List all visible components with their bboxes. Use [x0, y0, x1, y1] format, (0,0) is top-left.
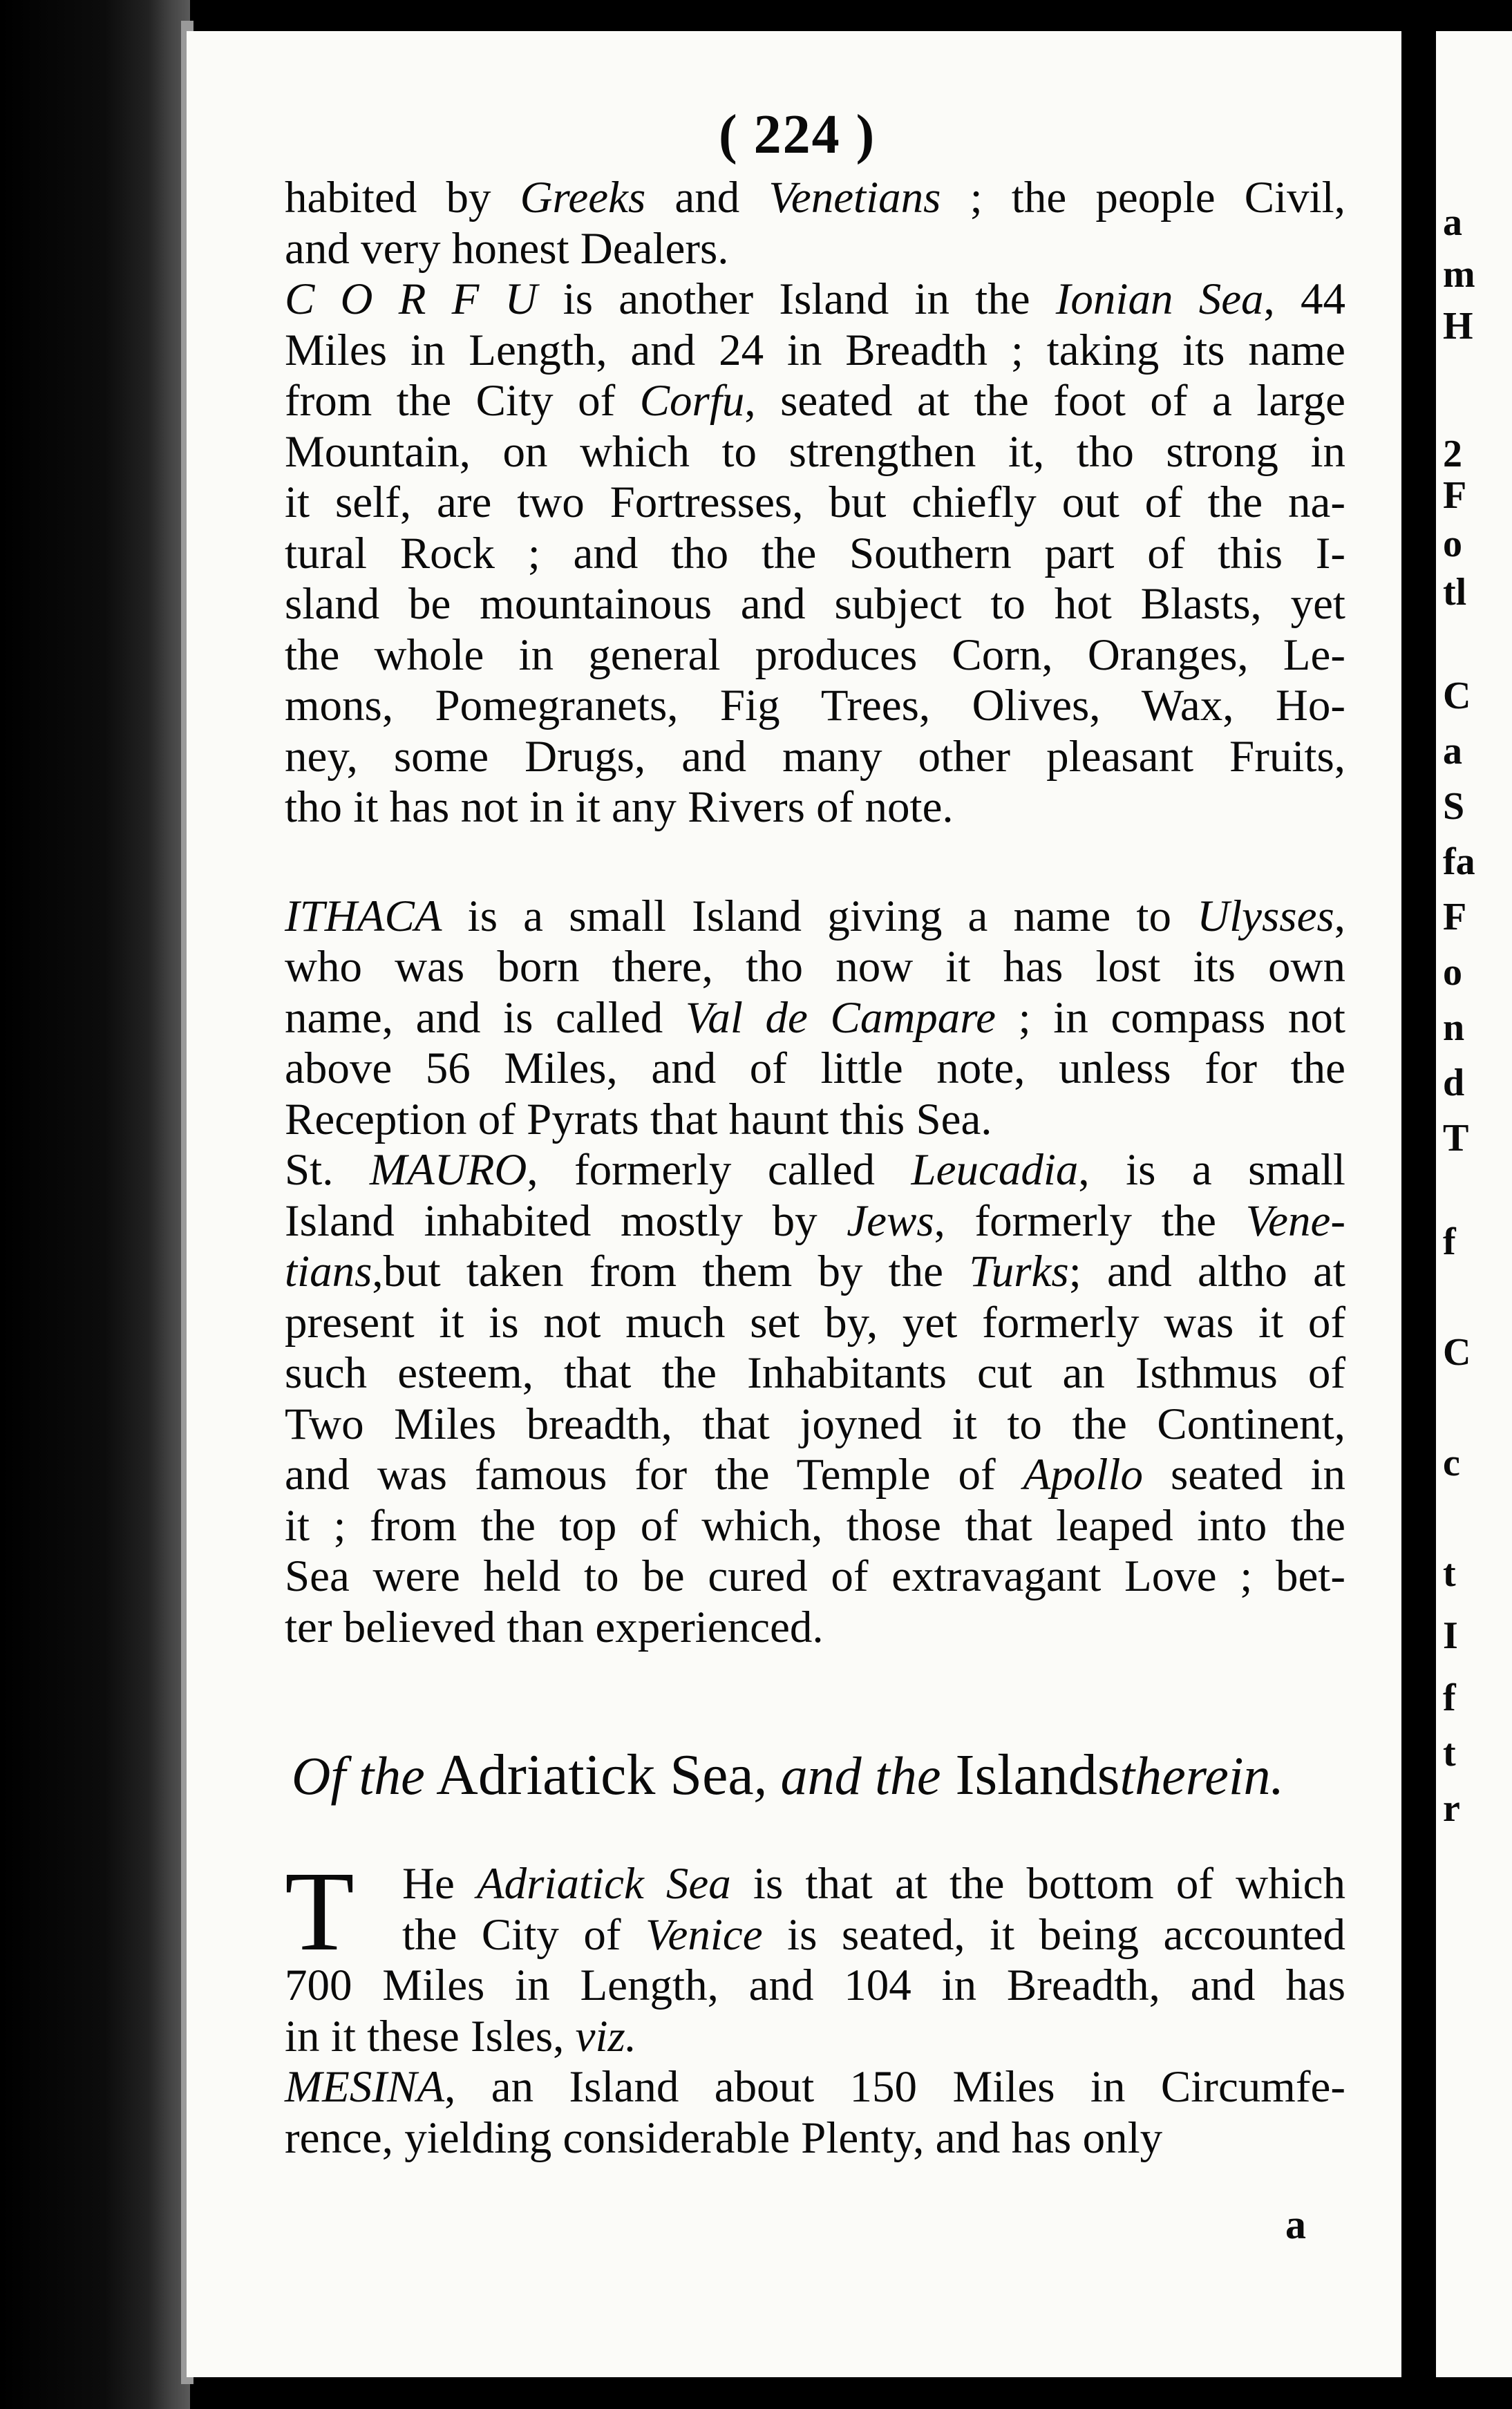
text-segment: , seated at the foot of a large: [744, 376, 1345, 426]
text-line: [285, 630, 1345, 681]
text-line: [285, 376, 1345, 427]
facing-page-fragment: o: [1443, 522, 1462, 565]
text-segment: Jews: [847, 1196, 934, 1246]
book-gutter: [0, 0, 190, 2409]
text-segment: Venetians: [768, 173, 941, 223]
body-text-upper: [285, 173, 1345, 1653]
facing-page: [1436, 31, 1512, 2377]
text-segment: Adriatick Sea: [424, 1743, 754, 1807]
text-segment: who was born there, tho now it has lost its own: [285, 942, 1345, 992]
text-segment: tians: [285, 1247, 372, 1296]
text-segment: Mountain, on which to strengthen it, tho strong in: [285, 426, 1345, 477]
facing-page-fragment: n: [1443, 1006, 1465, 1049]
text-segment: , formerly the: [934, 1196, 1246, 1246]
text-segment: Greeks: [520, 173, 646, 223]
text-line: [285, 1399, 1345, 1451]
text-segment: the City of: [402, 1909, 645, 1960]
facing-page-fragment: T: [1443, 1117, 1469, 1160]
text-segment: ITHACA: [285, 891, 442, 941]
text-line: [285, 1603, 1345, 1654]
facing-page-fragment: I: [1443, 1614, 1458, 1657]
text-line: [285, 1298, 1345, 1349]
text-segment: and very honest Dealers.: [285, 223, 729, 274]
text-segment: Val de Campare: [685, 992, 996, 1043]
text-segment: , 44: [1263, 274, 1346, 324]
text-line: [285, 478, 1345, 529]
text-segment: Of the: [292, 1746, 425, 1806]
text-line: [285, 274, 1345, 325]
text-segment: , is a small: [1078, 1145, 1345, 1195]
text-line: [285, 1859, 1345, 1910]
text-segment: Corfu: [639, 376, 745, 426]
text-segment: it ; from the top of which, those that leaped into the: [285, 1500, 1345, 1551]
text-segment: MESINA: [285, 2062, 445, 2112]
text-segment: Apollo: [1023, 1450, 1143, 1500]
facing-page-fragment: C: [1443, 1331, 1471, 1374]
facing-page-fragment: H: [1443, 305, 1473, 348]
text-segment: Vene-: [1245, 1196, 1345, 1246]
text-line: [285, 891, 1345, 943]
text-line: [285, 1348, 1345, 1399]
text-segment: tural Rock ; and tho the Southern part of this I-: [285, 528, 1345, 578]
text-segment: viz.: [575, 2011, 637, 2061]
text-segment: habited by: [285, 173, 520, 223]
text-segment: , and the: [753, 1746, 941, 1806]
facing-page-fragment: d: [1443, 1061, 1465, 1104]
text-segment: ; in compass not: [996, 992, 1345, 1043]
text-segment: mons, Pomegranets, Fig Trees, Olives, Wax, Ho-: [285, 681, 1345, 730]
text-line: [285, 1247, 1345, 1298]
text-segment: C O R F U: [285, 274, 538, 324]
text-segment: seated in: [1142, 1450, 1345, 1500]
text-segment: and was famous for the Temple of: [285, 1450, 1023, 1500]
text-segment: Island inhabited mostly by: [285, 1196, 847, 1246]
text-segment: Ionian Sea: [1055, 274, 1264, 324]
text-segment: and: [645, 173, 769, 223]
facing-page-fragment: F: [1443, 896, 1467, 938]
text-segment: He: [402, 1859, 477, 1909]
text-segment: the whole in general produces Corn, Oranges, Le-: [285, 630, 1345, 680]
text-line: [285, 2012, 1345, 2063]
facing-page-fragment: tl: [1443, 571, 1467, 614]
text-segment: Venice: [645, 1909, 763, 1960]
text-segment: ; the people Civil,: [941, 173, 1345, 223]
facing-page-fragment: o: [1443, 951, 1462, 994]
text-segment: tho it has not in it any Rivers of note.: [285, 782, 954, 832]
text-segment: Sea were held to be cured of extravagant Love ; bet-: [285, 1551, 1345, 1601]
text-line: [285, 1095, 1345, 1146]
text-line: [285, 427, 1345, 478]
text-segment: above 56 Miles, and of little note, unless for the: [285, 1043, 1345, 1093]
text-segment: therein.: [1119, 1746, 1284, 1806]
text-segment: is seated, it being accounted: [762, 1909, 1346, 1960]
text-segment: St.: [285, 1145, 370, 1195]
text-segment: such esteem, that the Inhabitants cut an Isthmus of: [285, 1348, 1345, 1398]
text-segment: , an Island about 150 Miles in Circumfe-: [444, 2062, 1345, 2112]
text-segment: sland be mountainous and subject to hot Blasts, yet: [285, 579, 1345, 629]
text-segment: ter believed than experienced.: [285, 1602, 824, 1652]
facing-page-fragment: f: [1443, 1220, 1456, 1263]
text-segment: ; and altho at: [1068, 1247, 1345, 1296]
facing-page-fragment: a: [1443, 201, 1462, 244]
text-segment: MAURO: [369, 1145, 527, 1195]
facing-page-fragment: f: [1443, 1676, 1456, 1719]
text-line: [285, 1043, 1345, 1095]
text-segment: present it is not much set by, yet formerly was it of: [285, 1297, 1345, 1348]
text-line: [285, 681, 1345, 732]
text-segment: 700 Miles in Length, and 104 in Breadth, and has: [285, 1961, 1345, 2010]
text-line: [285, 1450, 1345, 1501]
facing-page-fragment: c: [1443, 1442, 1460, 1484]
text-line: [285, 1961, 1345, 2012]
facing-page-fragment: r: [1443, 1787, 1460, 1830]
text-line: [285, 782, 1345, 833]
facing-page-fragment: fa: [1443, 840, 1475, 883]
text-segment: Turks: [969, 1247, 1069, 1296]
facing-page-fragment: C: [1443, 674, 1471, 717]
text-line: [285, 2113, 1345, 2164]
text-line: [285, 942, 1345, 993]
text-line: [285, 224, 1345, 275]
body-text-lower: [285, 1848, 1346, 2164]
text-segment: from the City of: [285, 376, 640, 426]
text-segment: is another Island in the: [537, 274, 1056, 324]
text-segment: Miles in Length, and 24 in Breadth ; taking its name: [285, 325, 1345, 375]
paragraph-gap: [285, 833, 1345, 891]
text-segment: Ulysses: [1197, 891, 1334, 941]
text-line: [285, 1145, 1345, 1196]
text-segment: , formerly called: [527, 1145, 911, 1195]
text-segment: in it these Isles,: [285, 2011, 576, 2061]
text-line: [285, 325, 1345, 377]
page-number: ( 224 ): [719, 104, 876, 165]
text-segment: Leucadia: [911, 1145, 1079, 1195]
facing-page-fragment: a: [1443, 730, 1462, 773]
text-line: [285, 1551, 1345, 1603]
text-segment: ney, some Drugs, and many other pleasant Fruits,: [285, 731, 1345, 782]
text-line: [285, 579, 1345, 630]
text-line: [285, 1196, 1345, 1247]
text-segment: rence, yielding considerable Plenty, and has only: [285, 2113, 1163, 2163]
text-segment: ,but taken from them by the: [372, 1247, 970, 1296]
text-line: [285, 173, 1345, 224]
text-line: [285, 993, 1345, 1044]
drop-cap: T: [285, 1848, 355, 1974]
facing-page-fragment: S: [1443, 785, 1465, 828]
facing-page-fragment: 2: [1443, 433, 1462, 475]
facing-page-fragment: m: [1443, 253, 1475, 296]
text-segment: is a small Island giving a name to: [442, 891, 1198, 941]
facing-page-fragment: t: [1443, 1732, 1456, 1775]
text-segment: Two Miles breadth, that joyned it to the Continent,: [285, 1399, 1345, 1449]
text-segment: name, and is called: [285, 992, 686, 1043]
facing-page-fragment: t: [1443, 1552, 1456, 1595]
text-segment: is that at the bottom of which: [730, 1859, 1345, 1909]
text-segment: Islands: [941, 1743, 1120, 1807]
text-line: [285, 1501, 1345, 1552]
catchword: a: [1285, 2202, 1306, 2247]
text-line: [285, 529, 1345, 580]
facing-page-fragment: F: [1443, 474, 1467, 517]
text-segment: it self, are two Fortresses, but chiefly out of the na-: [285, 478, 1345, 527]
section-heading: [292, 1741, 1284, 1808]
text-line: [285, 732, 1345, 783]
text-segment: Reception of Pyrats that haunt this Sea.: [285, 1094, 992, 1144]
text-line: [285, 1910, 1345, 1961]
text-line: [285, 2062, 1345, 2113]
text-segment: Adriatick Sea: [476, 1859, 731, 1909]
text-segment: ,: [1334, 891, 1345, 941]
